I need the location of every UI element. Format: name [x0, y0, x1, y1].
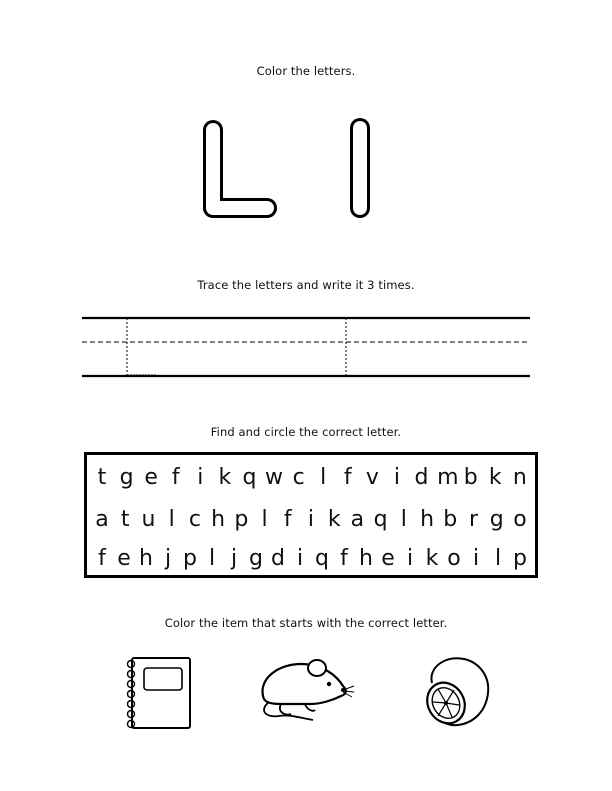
grid-letter[interactable]: i	[393, 465, 400, 490]
grid-letter[interactable]: k	[425, 546, 439, 571]
grid-letter[interactable]: c	[188, 507, 201, 532]
grid-letter[interactable]: k	[218, 465, 232, 490]
grid-letter[interactable]: t	[120, 507, 130, 532]
grid-letter[interactable]: a	[350, 507, 365, 532]
grid-letter[interactable]: w	[265, 465, 284, 490]
grid-letter[interactable]: h	[359, 546, 373, 571]
instruction-trace: Trace the letters and write it 3 times.	[197, 278, 415, 292]
grid-letter[interactable]: l	[261, 507, 268, 532]
grid-letter[interactable]: q	[315, 546, 329, 571]
grid-letter[interactable]: p	[183, 546, 197, 571]
grid-letter[interactable]: r	[468, 507, 479, 532]
grid-letter[interactable]: k	[488, 465, 502, 490]
grid-letter[interactable]: k	[327, 507, 341, 532]
grid-letter[interactable]: l	[208, 546, 216, 571]
grid-letter[interactable]: b	[443, 507, 458, 532]
grid-letter[interactable]: g	[249, 546, 263, 571]
grid-letter[interactable]: g	[489, 507, 504, 532]
grid-letter[interactable]: v	[365, 465, 379, 490]
instruction-color-letters: Color the letters.	[256, 64, 356, 78]
grid-letter[interactable]: l	[494, 546, 502, 571]
grid-letter[interactable]: p	[513, 546, 527, 571]
tracing-lines	[80, 312, 532, 382]
grid-letter[interactable]: e	[144, 465, 158, 490]
grid-letter[interactable]: i	[307, 507, 315, 532]
mouse-icon	[255, 656, 355, 722]
outline-letter-uppercase-l	[213, 130, 267, 208]
grid-letter[interactable]: i	[296, 546, 304, 571]
grid-letter[interactable]: f	[343, 465, 352, 490]
grid-letter[interactable]: d	[414, 465, 429, 490]
grid-letter[interactable]: c	[292, 465, 305, 490]
grid-letter[interactable]: b	[463, 465, 478, 490]
grid-letter[interactable]: f	[171, 465, 180, 490]
grid-letter[interactable]: l	[400, 507, 407, 532]
grid-letter[interactable]: t	[97, 465, 107, 490]
grid-letter[interactable]: i	[472, 546, 480, 571]
grid-letter[interactable]: a	[95, 507, 109, 532]
grid-letter[interactable]: q	[242, 465, 257, 490]
grid-letter[interactable]: j	[164, 546, 172, 571]
grid-letter[interactable]: l	[168, 507, 175, 532]
grid-row-2	[93, 507, 529, 533]
grid-letter[interactable]: e	[381, 546, 395, 571]
outline-letters	[205, 118, 385, 222]
grid-letter[interactable]: f	[98, 546, 106, 571]
notebook-icon	[122, 654, 196, 732]
grid-letter[interactable]: j	[230, 546, 238, 571]
grid-row-3	[93, 546, 529, 572]
grid-row-1	[93, 465, 529, 491]
grid-letter[interactable]: f	[340, 546, 348, 571]
grid-letter[interactable]: h	[211, 507, 226, 532]
grid-letter[interactable]: i	[197, 465, 204, 490]
grid-letter[interactable]: g	[119, 465, 134, 490]
grid-letter[interactable]: o	[447, 546, 461, 571]
grid-letter[interactable]: h	[420, 507, 435, 532]
lemon-icon	[418, 653, 494, 731]
grid-letter[interactable]: e	[117, 546, 131, 571]
grid-letter[interactable]: q	[373, 507, 388, 532]
grid-letter[interactable]: d	[271, 546, 285, 571]
grid-letter[interactable]: l	[320, 465, 327, 490]
grid-letter[interactable]: h	[139, 546, 153, 571]
grid-letter[interactable]: o	[513, 507, 527, 532]
grid-letter[interactable]: n	[512, 465, 527, 490]
grid-letter[interactable]: f	[283, 507, 292, 532]
instruction-color-item: Color the item that starts with the correct letter.	[164, 616, 448, 630]
grid-letter[interactable]: u	[141, 507, 156, 532]
grid-letter[interactable]: m	[437, 465, 459, 490]
grid-letter[interactable]: p	[234, 507, 249, 532]
instruction-find: Find and circle the correct letter.	[210, 425, 402, 439]
letter-search-grid	[84, 452, 538, 578]
grid-letter[interactable]: i	[406, 546, 414, 571]
